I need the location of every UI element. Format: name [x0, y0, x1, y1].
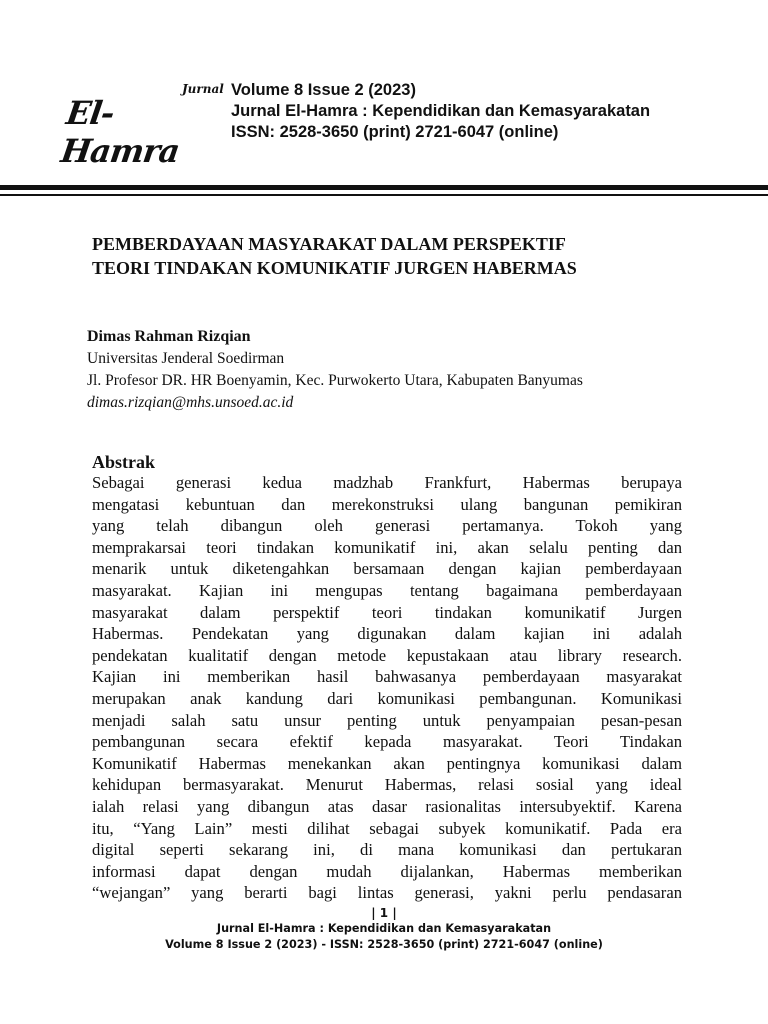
author-email: dimas.rizqian@mhs.unsoed.ac.id: [87, 394, 294, 411]
abstract-line: pendekatan kualitatif dengan metode kepustakaan atau library research.: [92, 645, 682, 665]
header-volume: Volume 8 Issue 2 (2023): [231, 81, 416, 99]
footer-volume-issn: Volume 8 Issue 2 (2023) - ISSN: 2528-3650 (print) 2721-6047 (online): [165, 938, 603, 951]
author-block: [87, 326, 727, 414]
logo-main-text: El-Hamra: [58, 94, 182, 170]
journal-logo: [58, 80, 224, 170]
abstract-line: itu, “Yang Lain” mesti dilihat sebagai subyek komunikatif. Pada era: [92, 818, 682, 838]
header-journal-name: Jurnal El-Hamra : Kependidikan dan Kemasyarakatan: [231, 102, 651, 120]
abstract-line: pembangunan secara efektif kepada masyarakat. Teori Tindakan: [92, 732, 682, 752]
footer-journal-name: Jurnal El-Hamra : Kependidikan dan Kemasyarakatan: [216, 922, 552, 935]
abstract-line: menarik untuk diketengahkan bersamaan dengan kajian pemberdayaan: [92, 559, 682, 579]
abstract-heading: Abstrak: [92, 452, 156, 472]
abstract-line: menjadi salah satu unsur penting untuk penyampaian pesan-pesan: [92, 710, 682, 730]
author-affiliation: Universitas Jenderal Soedirman: [87, 350, 285, 367]
page-number: | 1 |: [371, 906, 397, 920]
abstract-line: kehidupan bermasyarakat. Menurut Habermas, relasi sosial yang ideal: [92, 775, 682, 795]
title-line: PEMBERDAYAAN MASYARAKAT DALAM PERSPEKTIF: [92, 234, 566, 254]
abstract-line: ialah relasi yang dibangun atas dasar rasionalitas intersubyektif. Karena: [92, 796, 682, 816]
author-address: Jl. Profesor DR. HR Boenyamin, Kec. Purwokerto Utara, Kabupaten Banyumas: [87, 372, 583, 389]
abstract-line: masyarakat. Kajian ini mengupas tentang bagaimana pemberdayaan: [92, 580, 682, 600]
abstract-line: Sebagai generasi kedua madzhab Frankfurt, Habermas berupaya: [92, 473, 682, 492]
abstract-line: masyarakat dalam perspektif teori tindakan komunikatif Jurgen: [92, 602, 682, 622]
author-name: Dimas Rahman Rizqian: [87, 328, 251, 345]
abstract-line: mengatasi kebuntuan dan merekonstruksi ulang bangunan pemikiran: [92, 494, 682, 514]
abstract-line: “wejangan” yang berarti bagi lintas generasi, yakni perlu pendasaran: [92, 883, 682, 903]
logo-small-text: Jurnal: [182, 82, 224, 96]
abstract-line: merupakan anak kandung dari komunikasi pembangunan. Komunikasi: [92, 688, 682, 708]
abstract-line: yang telah dibangun oleh generasi pertamanya. Tokoh yang: [92, 516, 682, 536]
title-line: TEORI TINDAKAN KOMUNIKATIF JURGEN HABERMAS: [92, 258, 577, 278]
header-issn: ISSN: 2528-3650 (print) 2721-6047 (online): [231, 123, 559, 141]
abstract-line: Komunikatif Habermas menekankan akan pentingnya komunikasi dalam: [92, 753, 682, 773]
header-rule-thin: [0, 194, 768, 196]
article-title: [92, 232, 712, 280]
abstract-line: digital seperti sekarang ini, di mana komunikasi dan pertukaran: [92, 840, 682, 860]
abstract-line: memprakarsai teori tindakan komunikatif ini, akan selalu penting dan: [92, 537, 682, 557]
page-footer: [0, 905, 768, 953]
abstract-line: Habermas. Pendekatan yang digunakan dalam kajian ini adalah: [92, 624, 682, 644]
header-rule-thick: [0, 185, 768, 190]
journal-header: [231, 80, 751, 143]
abstract-body: [92, 472, 682, 904]
abstract-line: Kajian ini memberikan hasil bahwasanya pemberdayaan masyarakat: [92, 667, 682, 687]
abstract-line: informasi dapat dengan mudah dijalankan, Habermas memberikan: [92, 861, 682, 881]
